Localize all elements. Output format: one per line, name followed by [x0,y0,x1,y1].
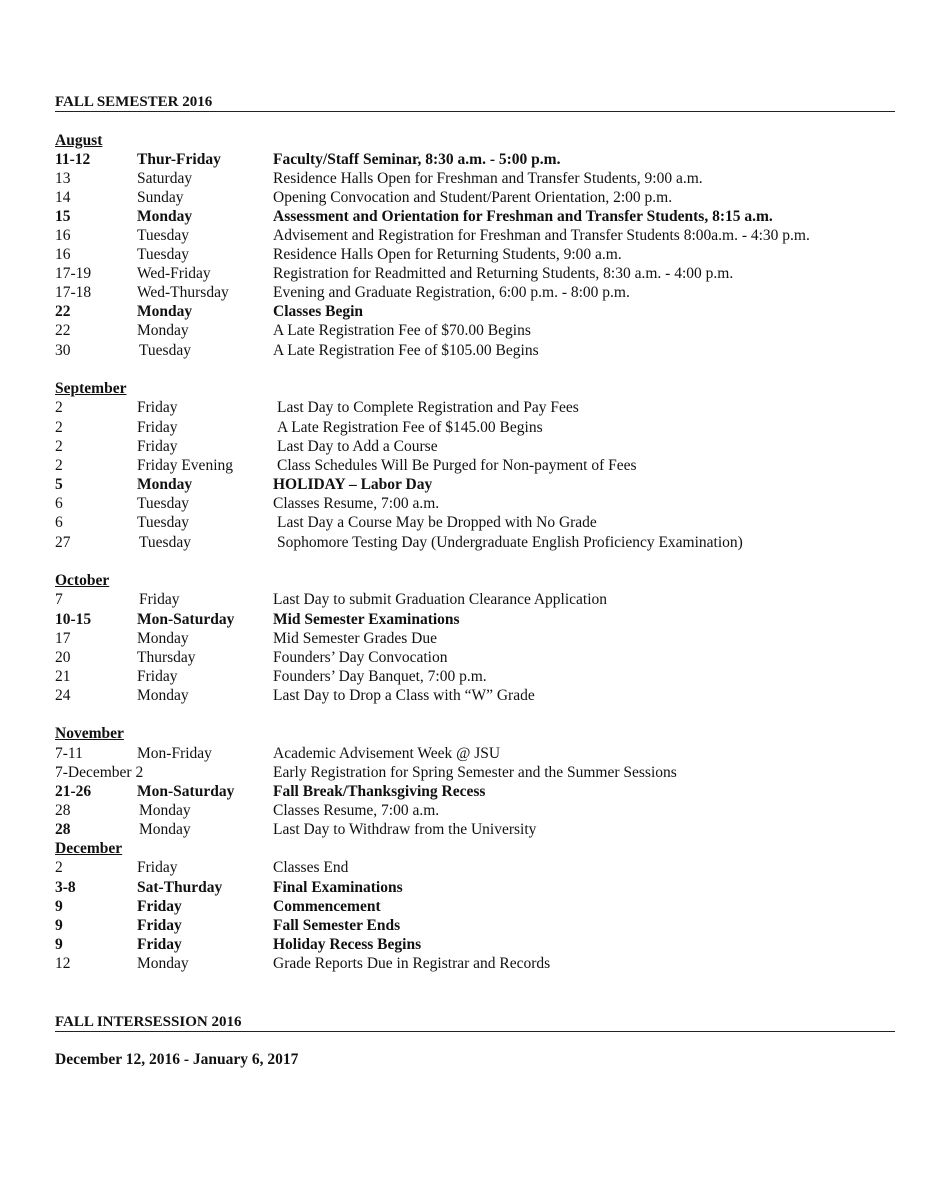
table-row [55,916,915,935]
row-day: Monday [137,476,193,493]
row-day: Friday [137,898,182,915]
month-october: October [55,572,110,589]
row-date: 17 [55,630,71,647]
row-day: Tuesday [139,342,191,359]
row-event: Last Day a Course May be Dropped with No Grade [277,514,597,531]
row-day: Tuesday [137,246,189,263]
table-row [55,667,915,686]
row-date: 24 [55,687,71,704]
table-row [55,648,915,667]
table-row [55,245,915,264]
table-row [55,207,915,226]
row-date: 2 [55,859,63,876]
table-row [55,935,915,954]
table-row [55,264,915,283]
row-event: Registration for Readmitted and Returning Students, 8:30 a.m. - 4:00 p.m. [273,265,734,282]
row-day: Friday [137,917,182,934]
row-day: Friday [139,591,180,608]
row-day: Mon-Saturday [137,783,235,800]
row-date: 15 [55,208,71,225]
row-day: Sunday [137,189,184,206]
row-event: Last Day to Withdraw from the University [273,821,537,838]
row-date: 2 [55,399,63,416]
table-row [55,858,915,877]
row-event: Classes End [273,859,349,876]
row-day: Sat-Thurday [137,879,223,896]
table-row [55,494,915,513]
row-event: Final Examinations [273,879,403,896]
row-date: 20 [55,649,71,666]
row-day: Friday [137,668,178,685]
row-date: 30 [55,342,71,359]
row-date: 21-26 [55,783,92,800]
row-event: Assessment and Orientation for Freshman and Transfer Students, 8:15 a.m. [273,208,773,225]
table-row [55,456,915,475]
row-event: Founders’ Day Convocation [273,649,448,666]
row-day: Tuesday [137,227,189,244]
row-date: 28 [55,821,71,838]
row-event: Last Day to Complete Registration and Pay Fees [277,399,579,416]
table-row [55,302,915,321]
row-day: Monday [137,955,189,972]
table-row [55,610,915,629]
table-row [55,283,915,302]
row-event: Early Registration for Spring Semester and the Summer Sessions [273,764,677,781]
row-day: Friday [137,419,178,436]
table-row [55,686,915,705]
row-event: Classes Resume, 7:00 a.m. [273,802,440,819]
row-day: Thur-Friday [137,151,221,168]
row-day: Monday [137,322,189,339]
row-event: A Late Registration Fee of $70.00 Begins [273,322,531,339]
row-day: Friday [137,399,178,416]
fall-intersession-heading: FALL INTERSESSION 2016 [55,1014,895,1032]
row-date: 2 [55,457,63,474]
row-event: Mid Semester Examinations [273,611,460,628]
row-day: Tuesday [137,495,189,512]
month-december: December [55,840,123,857]
row-day: Saturday [137,170,193,187]
row-event: Mid Semester Grades Due [273,630,437,647]
table-row [55,801,915,820]
row-date: 16 [55,227,71,244]
row-event: Class Schedules Will Be Purged for Non-payment of Fees [277,457,637,474]
table-row [55,321,915,340]
month-september: September [55,380,127,397]
row-day: Mon-Friday [137,745,212,762]
row-date: 22 [55,303,71,320]
table-row [55,188,915,207]
table-row [55,878,915,897]
row-date: 7-December 2 [55,764,144,781]
table-row [55,475,915,494]
row-event: Classes Resume, 7:00 a.m. [273,495,440,512]
table-row [55,590,915,609]
row-day: Monday [139,802,191,819]
row-date: 27 [55,534,71,551]
row-day: Friday Evening [137,457,233,474]
row-date: 7 [55,591,63,608]
row-day: Friday [137,438,178,455]
row-day: Friday [137,859,178,876]
table-row [55,398,915,417]
table-row [55,150,915,169]
row-date: 10-15 [55,611,92,628]
table-row [55,954,915,973]
month-november: November [55,725,124,742]
row-date: 7-11 [55,745,83,762]
table-row [55,437,915,456]
row-event: Fall Semester Ends [273,917,401,934]
row-day: Tuesday [139,534,191,551]
row-day: Friday [137,936,182,953]
row-day: Mon-Saturday [137,611,235,628]
row-date: 12 [55,955,71,972]
row-event: Last Day to submit Graduation Clearance Application [273,591,608,608]
row-day: Monday [137,208,193,225]
row-day: Thursday [137,649,196,666]
fall-semester-heading: FALL SEMESTER 2016 [55,94,895,112]
row-date: 17-19 [55,265,92,282]
row-event: Academic Advisement Week @ JSU [273,745,501,762]
row-date: 17-18 [55,284,92,301]
row-date: 13 [55,170,71,187]
row-day: Wed-Thursday [137,284,229,301]
table-row [55,533,915,552]
row-event: Advisement and Registration for Freshman and Transfer Students 8:00a.m. - 4:30 p.m. [273,227,810,244]
table-row [55,513,915,532]
row-date: 9 [55,936,63,953]
table-row [55,629,915,648]
row-event: Sophomore Testing Day (Undergraduate English Proficiency Examination) [277,534,743,551]
table-row [55,341,915,360]
row-date: 6 [55,514,63,531]
row-event: HOLIDAY – Labor Day [273,476,433,493]
row-date: 21 [55,668,71,685]
table-row [55,418,915,437]
table-row [55,763,915,782]
row-day: Wed-Friday [137,265,211,282]
row-day: Monday [139,821,191,838]
table-row [55,820,915,839]
row-event: Commencement [273,898,381,915]
row-date: 9 [55,898,63,915]
row-day: Monday [137,303,193,320]
row-event: Residence Halls Open for Freshman and Transfer Students, 9:00 a.m. [273,170,703,187]
row-date: 22 [55,322,71,339]
table-row [55,169,915,188]
row-event: Grade Reports Due in Registrar and Records [273,955,551,972]
intersession-dates: December 12, 2016 - January 6, 2017 [55,1051,299,1068]
row-event: Opening Convocation and Student/Parent Orientation, 2:00 p.m. [273,189,673,206]
row-event: Classes Begin [273,303,363,320]
row-event: Last Day to Drop a Class with “W” Grade [273,687,535,704]
month-august: August [55,132,103,149]
table-row [55,226,915,245]
row-event: Residence Halls Open for Returning Students, 9:00 a.m. [273,246,622,263]
row-date: 16 [55,246,71,263]
row-event: A Late Registration Fee of $105.00 Begins [273,342,539,359]
row-event: Holiday Recess Begins [273,936,422,953]
row-date: 5 [55,476,63,493]
row-date: 3-8 [55,879,76,896]
row-date: 9 [55,917,63,934]
row-event: Founders’ Day Banquet, 7:00 p.m. [273,668,487,685]
row-day: Tuesday [137,514,189,531]
row-event: Evening and Graduate Registration, 6:00 p.m. - 8:00 p.m. [273,284,630,301]
row-date: 6 [55,495,63,512]
row-event: Fall Break/Thanksgiving Recess [273,783,486,800]
row-event: A Late Registration Fee of $145.00 Begins [277,419,543,436]
row-day: Monday [137,687,189,704]
row-date: 11-12 [55,151,91,168]
row-event: Faculty/Staff Seminar, 8:30 a.m. - 5:00 p.m. [273,151,561,168]
row-event: Last Day to Add a Course [277,438,438,455]
row-date: 14 [55,189,71,206]
table-row [55,744,915,763]
row-day: Monday [137,630,189,647]
table-row [55,897,915,916]
row-date: 2 [55,419,63,436]
table-row [55,782,915,801]
row-date: 2 [55,438,63,455]
row-date: 28 [55,802,71,819]
